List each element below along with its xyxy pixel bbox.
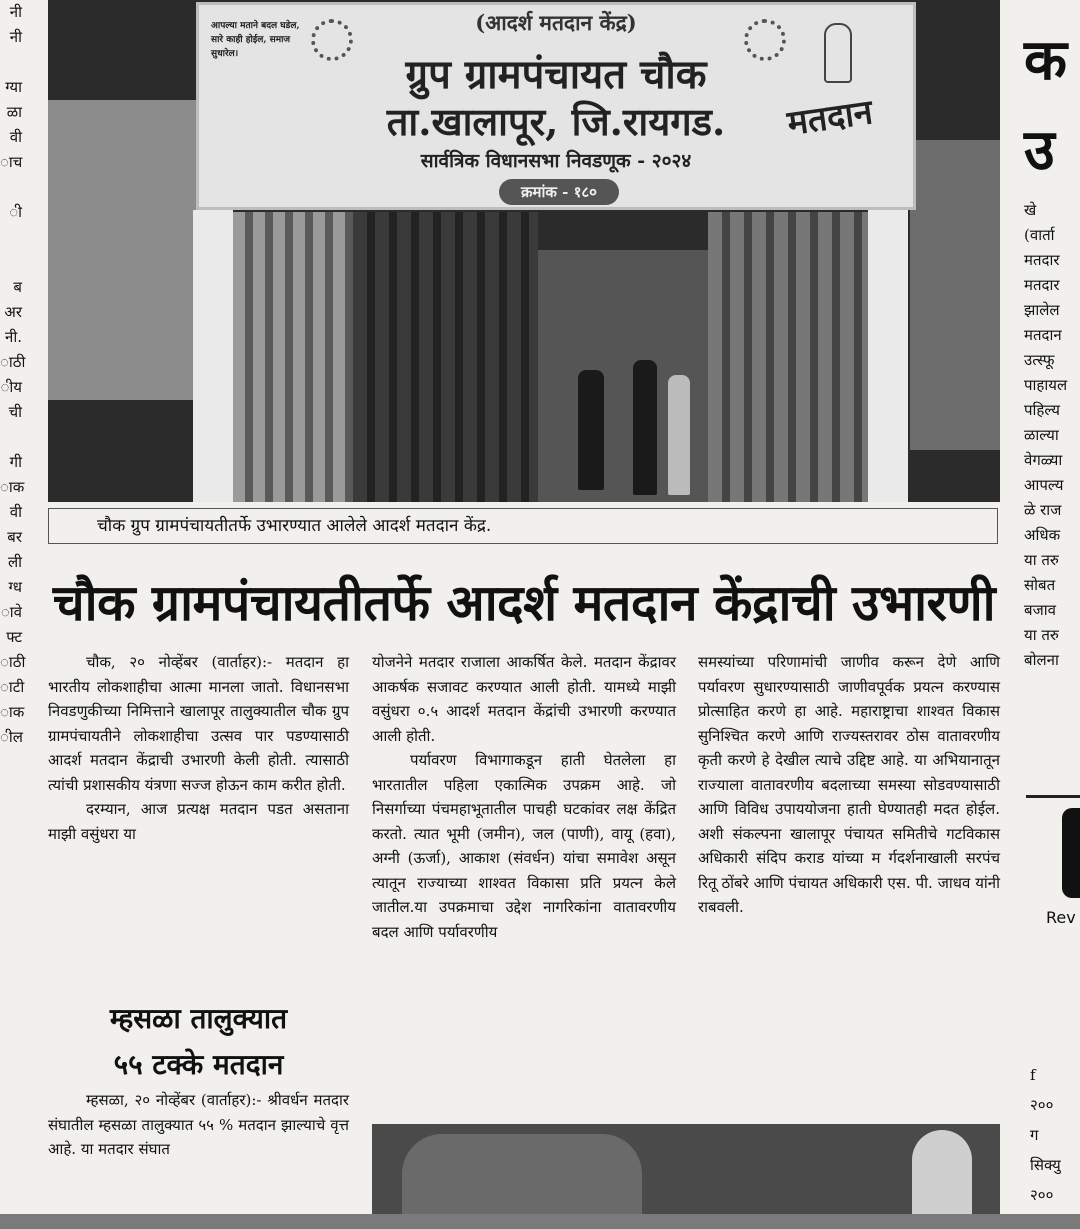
left-curtain (233, 212, 353, 502)
right-cropped-column (1024, 0, 1080, 673)
cropped-text-line: २०० (1030, 1096, 1054, 1114)
photo-background-left (48, 100, 198, 400)
cropped-text-line: वी (9, 128, 22, 146)
right-ad-box (1026, 795, 1080, 1008)
right-pillar (868, 210, 908, 502)
cropped-text-line (0, 175, 22, 200)
cropped-text-line: उत्स्फू (1024, 351, 1055, 369)
cropped-text-line: आपल्य (1024, 476, 1064, 494)
cropped-text-line: ची (8, 403, 22, 421)
cropped-text-line (0, 425, 22, 450)
cropped-text-line: या तरु (1024, 626, 1059, 644)
side-story (48, 996, 349, 1162)
right-ad-black-shape (1062, 808, 1080, 898)
cropped-text-line: ळे राज (1024, 501, 1062, 519)
banner-title-1: ग्रुप ग्रामपंचायत चौक (405, 51, 707, 98)
banner-election-line: सार्वत्रिक विधानसभा निवडणूक - २०२४ (420, 150, 692, 172)
cropped-text-line (0, 250, 22, 275)
foliage (402, 1134, 642, 1214)
cropped-text-line: खे (1024, 201, 1037, 219)
cropped-text-line: २०० (1030, 1186, 1054, 1204)
cropped-text-line: सोबत (1024, 576, 1056, 594)
right-big-letter-2: उ (1024, 117, 1055, 183)
cropped-text-line: झालेल (1024, 301, 1060, 319)
cropped-text-line: वेगळ्या (1024, 451, 1063, 469)
cropped-text-line: पहिल्य (1024, 401, 1060, 419)
cropped-text-line: मतदान (1024, 326, 1062, 344)
cropped-text-line: ाक (0, 478, 25, 496)
right-ad-text: Rev (1046, 908, 1076, 927)
cropped-text-line: मतदार (1024, 251, 1060, 269)
left-cropped-column (0, 0, 26, 750)
banner-slogan: आपल्या मताने बदल घडेल, सारे काही होईल, समाज सुधारेल। (211, 21, 300, 59)
polling-station-banner (196, 2, 916, 210)
photo-caption: चौक ग्रुप ग्रामपंचायतीतर्फे उभारण्यात आलेले आदर्श मतदान केंद्र. (48, 508, 998, 544)
cropped-text-line: बजाव (1024, 601, 1056, 619)
cropped-text-line: गी (9, 453, 22, 471)
cropped-text-line: ाच (0, 153, 23, 171)
cropped-text-line (0, 50, 22, 75)
right-cropped-lines (1024, 198, 1080, 673)
cropped-text-line: नी (9, 3, 22, 21)
person-silhouette (578, 370, 604, 490)
bottom-bar (0, 1214, 1080, 1229)
person-face (912, 1130, 972, 1214)
cropped-text-line: ग्ध (8, 578, 22, 596)
article-column-2 (372, 650, 676, 944)
cropped-text-line: वी (9, 503, 22, 521)
banner-number-badge: क्रमांक - १८० (499, 179, 619, 205)
cropped-text-line: ी (9, 203, 22, 221)
cropped-text-line (0, 225, 22, 250)
cropped-text-line: ग्या (5, 78, 22, 96)
article-paragraph: पर्यावरण विभागाकडून हाती घेतलेला हा भारतातील पहिला एकात्मिक उपक्रम आहे. जो निसर्गाच्या पंचमहाभूतातील पाचही घटकांवर लक्ष केंद्रित करतो. त्यात भूमी (जमीन), जल (पाणी), वायू (हवा), अग्नी (ऊर्जा), आकाश (संवर्धन) यांचा समावेश असून त्यातून राज्याच्या शाश्वत विकासा प्रति प्रयत्न केले जातील.या उपक्रमाचा उद्देश नागरिकांना वातावरणीय बदल आणि पर्यावरणीय (372, 751, 676, 941)
banner-subtitle: (आदर्श मतदान केंद्र) (475, 10, 637, 35)
cropped-text-line: ग (1030, 1126, 1039, 1144)
article-paragraph: चौक, २० नोव्हेंबर (वार्ताहर):- मतदान हा भारतीय लोकशाहीचा आत्मा मानला जातो. विधानसभा निवडणुकीच्या निमित्ताने खालापूर तालुक्यातील चौक ग्रुप ग्रामपंचायतीने लोकशाहीचा उत्सव पार पडण्यासाठी आदर्श मतदान केंद्राची उभारणी केली होती. त्यासाठी त्यांची प्रशासकीय यंत्रणा सज्ज होऊन काम करीत होती. (48, 653, 349, 794)
cropped-text-line: पाहायल (1024, 376, 1068, 394)
cropped-text-line: ावे (0, 603, 22, 621)
article-paragraph: समस्यांच्या परिणामांची जाणीव करून देणे आणि पर्यावरण सुधारण्यासाठी जाणीवपूर्वक प्रयत्न करण्यास प्रोत्साहित करणे हा आहे. महाराष्ट्राचा शाश्वत विकास सुनिश्चित करणे आणि राज्यस्तरावर ठोस वातावरणीय कृती करणे हे देखील त्याचे उद्दिष्ट आहे. या अभियानातून राज्याला वातावरणीय बदलाच्या समस्या सोडवण्यासाठी आणि विविध उपाययोजना हाती घेण्यातही मदत होईल. अशी संकल्पना खालापूर पंचायत समितीचे गटविकास अधिकारी संदिप कराड यांच्या म र्गदर्शनाखाली सरपंच रितू ठोंबरे आणि पंचायत अधिकारी एस. पी. जाधव यांनी राबवली. (698, 653, 1000, 916)
bottom-photo (372, 1124, 1000, 1214)
cropped-text-line: ाठी (0, 653, 26, 671)
article-column-3 (698, 650, 1000, 920)
cropped-text-line: f (1030, 1066, 1036, 1084)
article-column-1 (48, 650, 349, 846)
right-curtain (708, 212, 868, 502)
article-paragraph: दरम्यान, आज प्रत्यक्ष मतदान पडत असताना माझी वसुंधरा या (48, 800, 349, 843)
cropped-text-line: ळा (6, 103, 22, 121)
cropped-text-line: (वार्ता (1024, 226, 1055, 244)
cropped-text-line: ीय (0, 378, 22, 396)
photo-background-right (910, 140, 1000, 450)
cropped-text-line: ाटी (0, 678, 25, 696)
cropped-text-line: अधिक (1024, 526, 1061, 544)
cropped-text-line: ळाल्या (1024, 426, 1059, 444)
cropped-text-line: अर (4, 303, 22, 321)
article-headline: चौक ग्रामपंचायतीतर्फे आदर्श मतदान केंद्राची उभारणी (52, 573, 996, 632)
polling-booth-photo (48, 0, 1000, 502)
cropped-text-line: ाक (0, 703, 25, 721)
right-bottom-lines (1030, 1060, 1080, 1210)
cropped-text-line: बर (7, 528, 22, 546)
article-paragraph: योजनेने मतदार राजाला आकर्षित केले. मतदान केंद्रावर आकर्षक सजावट करण्यात आली होती. यामध्ये माझी वसुंधरा ०.५ आदर्श मतदान केंद्रांची उभारणी करण्यात आली होती. (372, 653, 676, 745)
cropped-text-line: नी. (5, 328, 22, 346)
person-silhouette (633, 360, 657, 495)
side-story-body: म्हसळा, २० नोव्हेंबर (वार्ताहर):- श्रीवर्धन मतदार संघातील म्हसळा तालुक्यात ५५ % मतदान झाल्याचे वृत्त आहे. या मतदार संघात (48, 1091, 349, 1158)
cropped-text-line: ील (0, 728, 23, 746)
cropped-text-line: ाठी (0, 353, 26, 371)
cropped-text-line: बोलना (1024, 651, 1059, 669)
cropped-text-line: मतदार (1024, 276, 1060, 294)
cropped-text-line: सिक्यु (1030, 1156, 1061, 1174)
banner-title-2: ता.खालापूर, जि.रायगड. (386, 99, 726, 144)
booth-interior (538, 250, 708, 502)
side-story-heading-2: ५५ टक्के मतदान (113, 1048, 284, 1081)
cropped-text-line: फ्ट (6, 628, 22, 646)
cropped-text-line: ब (13, 278, 22, 296)
banner-vote-word: मतदान (784, 92, 876, 144)
left-dark-curtain (353, 212, 538, 502)
side-story-heading-1: म्हसळा तालुक्यात (109, 1002, 288, 1035)
cropped-text-line: ली (7, 553, 22, 571)
left-pillar (193, 210, 233, 502)
cropped-text-line: या तरु (1024, 551, 1059, 569)
person-silhouette (668, 375, 690, 495)
right-big-letter-1: क (1024, 27, 1068, 93)
cropped-text-line: नी (9, 28, 22, 46)
